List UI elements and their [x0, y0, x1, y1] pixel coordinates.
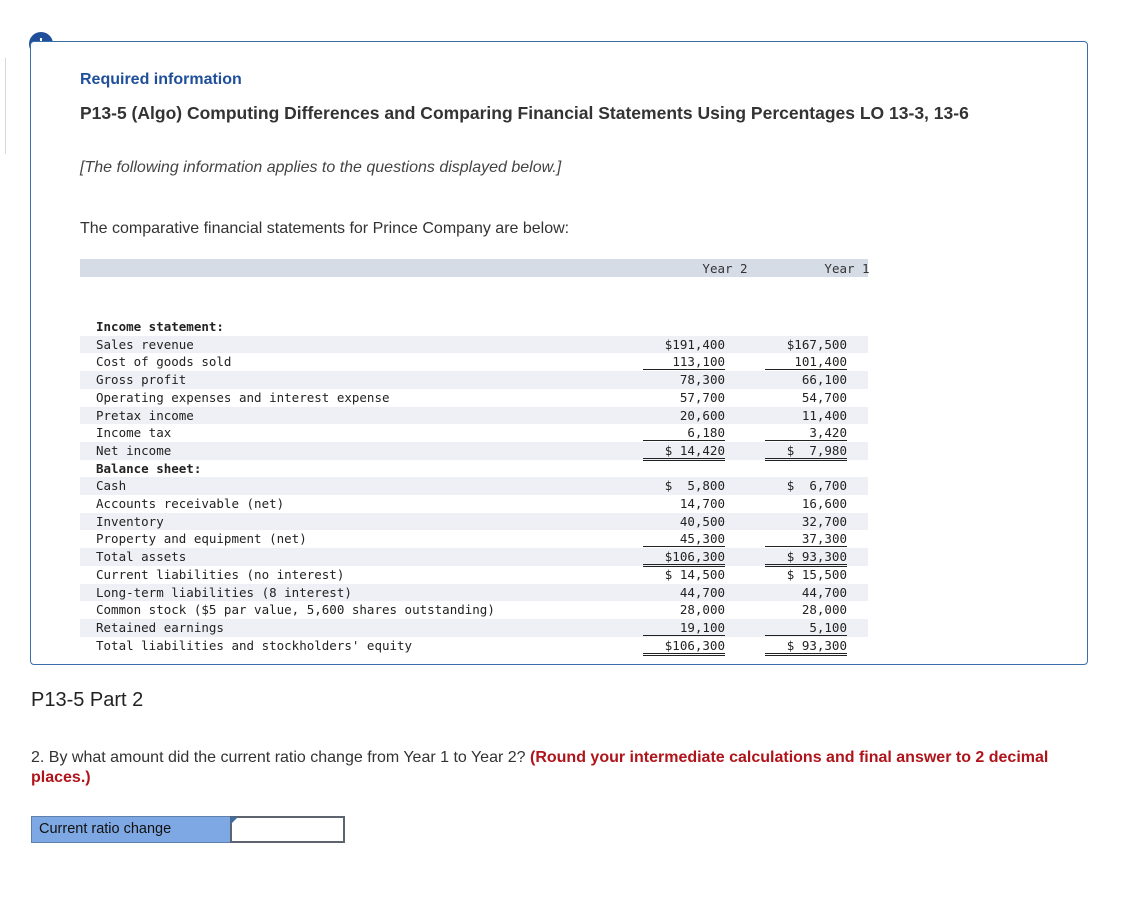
question: [31, 748, 1081, 788]
year-2-value: $106,300: [643, 549, 725, 567]
year-2-value: $191,400: [664, 336, 725, 352]
side-panel-edge: [0, 58, 6, 154]
year-2-value: 78,300: [679, 372, 725, 388]
year-1-value: 44,700: [801, 584, 847, 600]
rounding-instruction: (Round your intermediate calculations and final answer to 2 decimal places.): [31, 749, 1049, 786]
year-1-value: $ 15,500: [786, 566, 847, 582]
year-1-value: 28,000: [801, 602, 847, 618]
row-label: Property and equipment (net): [96, 531, 307, 547]
row-label: Retained earnings: [96, 619, 224, 635]
row-label: Income tax: [96, 425, 172, 441]
year-1-value: $ 93,300: [765, 638, 847, 656]
applies-note: [The following information applies to the questions displayed below.]: [80, 159, 562, 176]
year-2-value: 40,500: [679, 513, 725, 529]
comparative-financial-statements: [80, 259, 870, 653]
row-label: Sales revenue: [96, 336, 194, 352]
year-1-value: 5,100: [765, 620, 847, 636]
year-1-value: 3,420: [765, 425, 847, 441]
required-information-heading: Required information: [80, 71, 242, 88]
year-1-value: 101,400: [765, 354, 847, 370]
problem-title: P13-5 (Algo) Computing Differences and Comparing Financial Statements Using Percentages LO 13-3, 13-6: [80, 103, 969, 123]
year-1-value: $ 7,980: [765, 443, 847, 461]
year-2-value: 113,100: [643, 354, 725, 370]
year-2-value: $ 14,500: [664, 566, 725, 582]
statement-row: [80, 513, 868, 531]
row-label: Common stock ($5 par value, 5,600 shares outstanding): [96, 602, 495, 618]
current-ratio-change-input[interactable]: [230, 816, 345, 843]
year-1-value: 32,700: [801, 513, 847, 529]
current-ratio-change-label: Current ratio change: [31, 816, 230, 843]
row-label: Operating expenses and interest expense: [96, 389, 390, 405]
year-1-value: $ 93,300: [765, 549, 847, 567]
row-label: Long-term liabilities (8 interest): [96, 584, 352, 600]
statement-row: [80, 619, 868, 637]
row-label: Balance sheet:: [96, 460, 202, 476]
year-2-value: 20,600: [679, 407, 725, 423]
statement-row: [80, 548, 868, 566]
column-header-year-1: Year 1: [824, 261, 870, 276]
year-1-value: 54,700: [801, 389, 847, 405]
statement-row: [80, 407, 868, 425]
year-2-value: 44,700: [679, 584, 725, 600]
statement-header: [80, 259, 868, 277]
row-label: Total assets: [96, 549, 187, 565]
row-label: Income statement:: [96, 319, 224, 334]
row-label: Current liabilities (no interest): [96, 566, 345, 582]
statement-row: [80, 442, 868, 460]
statement-row: [80, 584, 868, 602]
statement-row: [80, 371, 868, 389]
required-information-panel: [30, 41, 1088, 665]
statement-row: [80, 318, 868, 336]
row-label: Cash: [96, 478, 127, 494]
statement-row: [80, 336, 868, 354]
statement-row: [80, 477, 868, 495]
statement-row: [80, 389, 868, 407]
row-label: Pretax income: [96, 407, 194, 423]
row-label: Inventory: [96, 513, 164, 529]
year-2-value: 28,000: [679, 602, 725, 618]
year-2-value: $106,300: [643, 638, 725, 656]
row-label: Net income: [96, 442, 172, 458]
row-label: Total liabilities and stockholders' equity: [96, 637, 413, 653]
statement-row: [80, 566, 868, 584]
column-header-year-2: Year 2: [702, 261, 748, 276]
statement-row: [80, 353, 868, 371]
year-1-value: 37,300: [765, 531, 847, 547]
answer-row: [31, 816, 345, 843]
input-corner-marker: [231, 817, 238, 824]
year-2-value: $ 5,800: [664, 478, 725, 494]
statement-row: [80, 424, 868, 442]
row-label: Accounts receivable (net): [96, 496, 285, 511]
year-2-value: 6,180: [643, 425, 725, 441]
year-2-value: $ 14,420: [643, 443, 725, 461]
statement-row: [80, 601, 868, 619]
year-2-value: 19,100: [643, 620, 725, 636]
statement-intro: The comparative financial statements for Prince Company are below:: [80, 220, 570, 237]
statement-row: [80, 637, 868, 655]
year-2-value: 14,700: [679, 496, 725, 511]
row-label: Cost of goods sold: [96, 354, 232, 370]
year-1-value: $167,500: [786, 336, 847, 352]
year-1-value: 16,600: [801, 496, 847, 511]
year-2-value: 45,300: [643, 531, 725, 547]
statement-row: [80, 460, 868, 478]
year-1-value: 66,100: [801, 372, 847, 388]
row-label: Gross profit: [96, 372, 187, 388]
year-1-value: $ 6,700: [786, 478, 847, 494]
year-2-value: 57,700: [679, 389, 725, 405]
question-text: 2. By what amount did the current ratio change from Year 1 to Year 2?: [31, 749, 526, 766]
statement-row: [80, 495, 868, 513]
statement-row: [80, 530, 868, 548]
year-1-value: 11,400: [801, 407, 847, 423]
part-title: P13-5 Part 2: [31, 689, 144, 711]
